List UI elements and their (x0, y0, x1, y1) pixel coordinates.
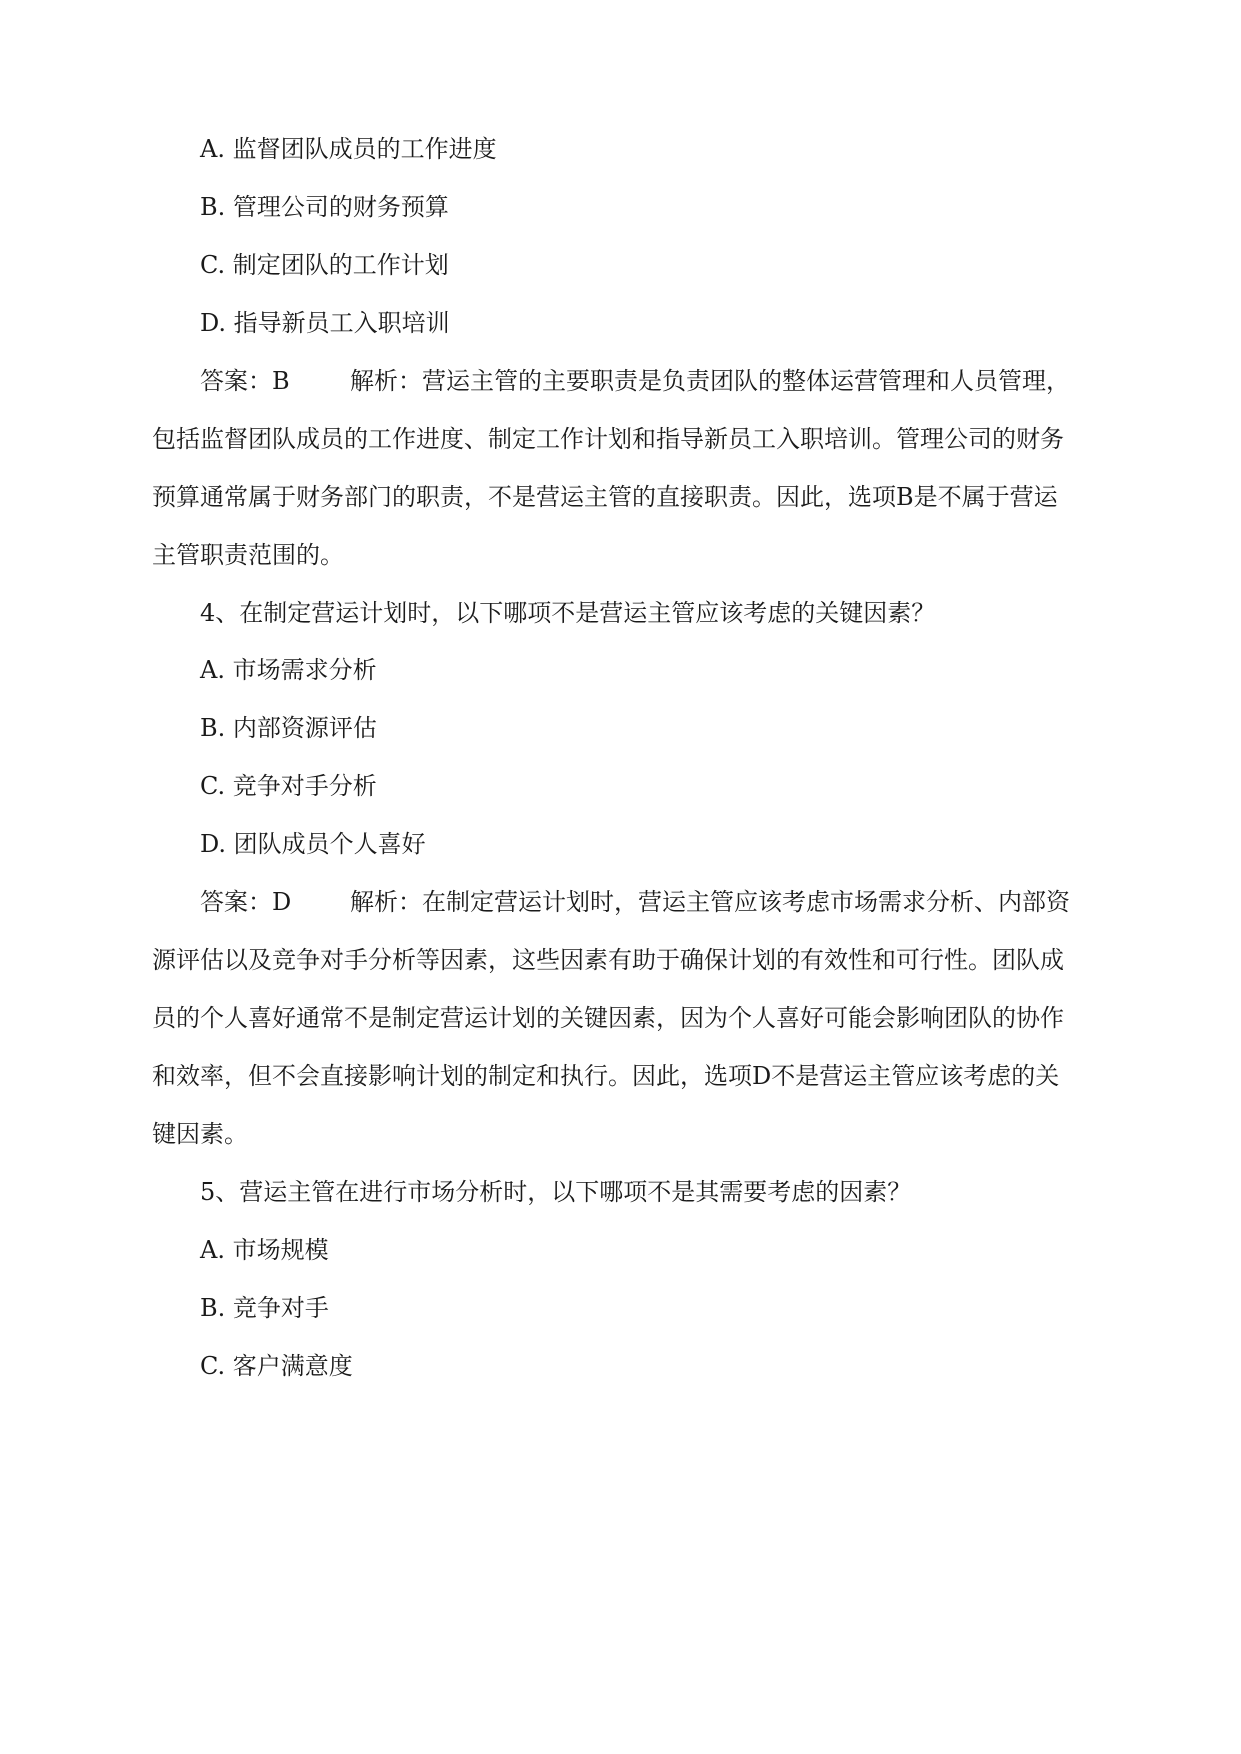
q4-question: 4、在制定营运计划时，以下哪项不是营运主管应该考虑的关键因素？ (200, 599, 936, 627)
q3-option-b: B. 管理公司的财务预算 (200, 193, 449, 221)
q4-option-a: A. 市场需求分析 (200, 656, 377, 684)
q3-option-d: D. 指导新员工入职培训 (200, 309, 450, 337)
q3-analysis-line-1: 解析：营运主管的主要职责是负责团队的整体运营管理和人员管理， (350, 367, 1070, 395)
q4-answer-line (200, 887, 1070, 917)
q3-analysis-line-4: 主管职责范围的。 (152, 541, 344, 569)
q3-analysis-line-3: 预算通常属于财务部门的职责，不是营运主管的直接职责。因此，选项B是不属于营运 (152, 483, 1058, 511)
q4-analysis-line-3: 员的个人喜好通常不是制定营运计划的关键因素，因为个人喜好可能会影响团队的协作 (152, 1004, 1064, 1032)
q5-option-b: B. 竞争对手 (200, 1294, 329, 1322)
q4-option-c: C. 竞争对手分析 (200, 772, 377, 800)
q4-analysis-line-2: 源评估以及竞争对手分析等因素，这些因素有助于确保计划的有效性和可行性。团队成 (152, 946, 1064, 974)
q3-answer: 答案：B (200, 367, 290, 395)
q5-option-a: A. 市场规模 (200, 1236, 329, 1264)
q4-analysis-line-5: 键因素。 (152, 1120, 248, 1148)
q3-answer-line (200, 366, 1070, 396)
q3-option-a: A. 监督团队成员的工作进度 (200, 135, 497, 163)
q3-option-c: C. 制定团队的工作计划 (200, 251, 449, 279)
q4-analysis-line-4: 和效率，但不会直接影响计划的制定和执行。因此，选项D不是营运主管应该考虑的关 (152, 1062, 1060, 1090)
q5-option-c: C. 客户满意度 (200, 1352, 353, 1380)
q4-analysis-line-1: 解析：在制定营运计划时，营运主管应该考虑市场需求分析、内部资 (350, 888, 1070, 916)
q4-option-d: D. 团队成员个人喜好 (200, 830, 426, 858)
q4-answer: 答案：D (200, 888, 292, 916)
q4-option-b: B. 内部资源评估 (200, 714, 377, 742)
q3-analysis-line-2: 包括监督团队成员的工作进度、制定工作计划和指导新员工入职培训。管理公司的财务 (152, 425, 1064, 453)
q5-question: 5、营运主管在进行市场分析时，以下哪项不是其需要考虑的因素？ (200, 1178, 912, 1206)
